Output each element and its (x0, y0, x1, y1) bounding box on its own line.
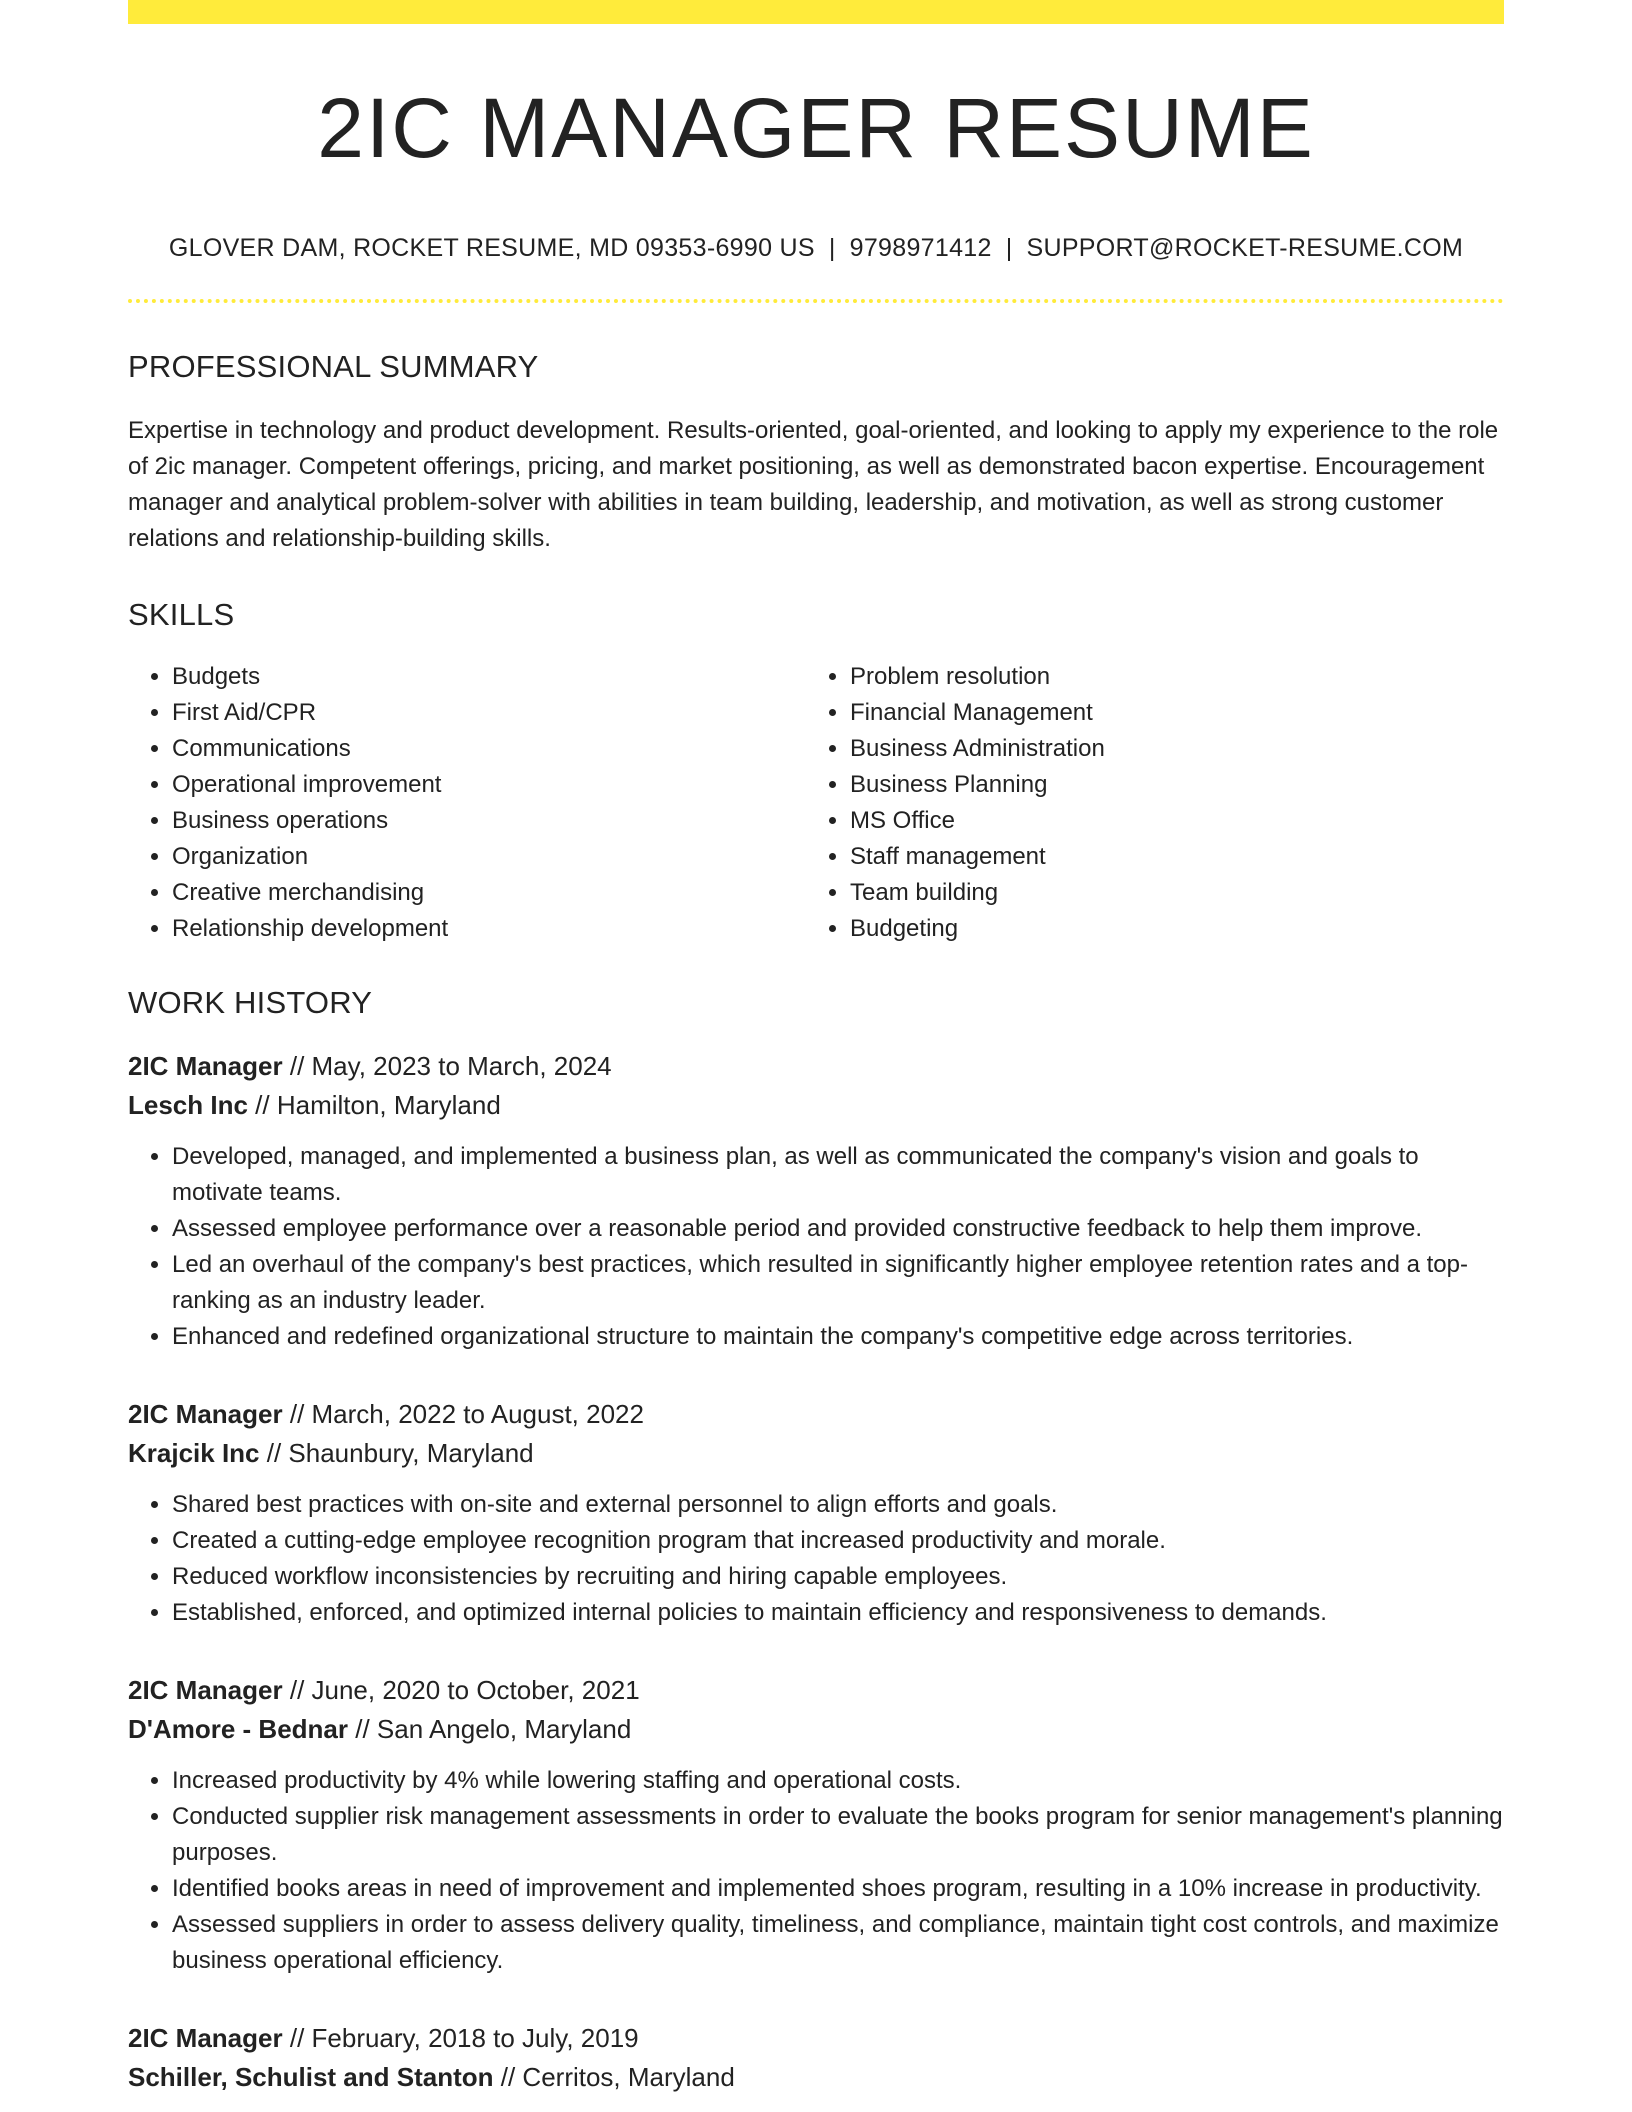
page-title: 2IC MANAGER RESUME (317, 81, 1315, 175)
job-dates: // June, 2020 to October, 2021 (289, 1675, 640, 1705)
job-bullet: • Identified books areas in need of improvement and implemented shoes program, resulting in a 10% increase in productivity. (172, 1871, 1504, 1907)
skill-item: • Budgets (172, 659, 806, 695)
job-company-line (128, 2058, 1504, 2097)
skills-column-right (806, 659, 1484, 947)
job-location: // Hamilton, Maryland (255, 1090, 501, 1120)
skill-item: • Staff management (850, 839, 1484, 875)
skill-item: • Problem resolution (850, 659, 1484, 695)
job-dates: // February, 2018 to July, 2019 (289, 2023, 639, 2053)
job-company-line (128, 1086, 1504, 1125)
job-bullet: • Assessed suppliers in order to assess delivery quality, timeliness, and compliance, maintain tight cost controls, and maximize business operational efficiency. (172, 1907, 1504, 1979)
job-bullets (128, 1139, 1504, 1355)
job-bullet: • Increased productivity by 4% while lowering staffing and operational costs. (172, 1763, 1504, 1799)
skill-item: • First Aid/CPR (172, 695, 806, 731)
job-company: Lesch Inc (128, 1090, 248, 1120)
job-title: 2IC Manager (128, 1675, 283, 1705)
job-entry (128, 1671, 1504, 1979)
job-company-line (128, 1710, 1504, 1749)
job-bullet: • Enhanced and redefined organizational structure to maintain the company's competitive edge across territories. (172, 1319, 1504, 1355)
skill-item: • Business operations (172, 803, 806, 839)
skill-item: • Operational improvement (172, 767, 806, 803)
job-title-line (128, 2019, 1504, 2058)
skill-item: • Team building (850, 875, 1484, 911)
job-entry (128, 2019, 1504, 2097)
skill-item: • Organization (172, 839, 806, 875)
summary-text: Expertise in technology and product development. Results-oriented, goal-oriented, and looking to apply my experience to the role of 2ic manager. Competent offerings, pricing, and market positioning, as well as demonstrated bacon expertise. Encouragement manager and analytical problem-solver with abilities in team building, leadership, and motivation, as well as strong customer relations and relationship-building skills. (128, 417, 1499, 552)
header-divider (128, 299, 1504, 303)
skill-item: • Business Administration (850, 731, 1484, 767)
skills-list (128, 659, 1504, 947)
contact-separator: | (828, 234, 836, 262)
skill-item: • Budgeting (850, 911, 1484, 947)
summary-heading: PROFESSIONAL SUMMARY (128, 349, 539, 384)
accent-bar (128, 0, 1504, 24)
job-company: Krajcik Inc (128, 1438, 260, 1468)
job-location: // Cerritos, Maryland (500, 2062, 735, 2092)
skill-item: • Business Planning (850, 767, 1484, 803)
skill-item: • Financial Management (850, 695, 1484, 731)
job-dates: // May, 2023 to March, 2024 (289, 1051, 612, 1081)
job-bullet: • Conducted supplier risk management assessments in order to evaluate the books program for senior management's planning purposes. (172, 1799, 1504, 1871)
skill-item: • MS Office (850, 803, 1484, 839)
job-location: // San Angelo, Maryland (355, 1714, 632, 1744)
job-title: 2IC Manager (128, 1051, 283, 1081)
job-bullets (128, 1487, 1504, 1631)
skill-item: • Communications (172, 731, 806, 767)
job-bullet: • Led an overhaul of the company's best practices, which resulted in significantly higher employee retention rates and a top-ranking as an industry leader. (172, 1247, 1504, 1319)
job-title-line (128, 1047, 1504, 1086)
skill-item: • Relationship development (172, 911, 806, 947)
job-bullet: • Created a cutting-edge employee recognition program that increased productivity and morale. (172, 1523, 1504, 1559)
contact-phone: 9798971412 (849, 234, 992, 262)
job-bullet: • Shared best practices with on-site and external personnel to align efforts and goals. (172, 1487, 1504, 1523)
skills-column-left (128, 659, 806, 947)
job-bullet: • Developed, managed, and implemented a business plan, as well as communicated the company's vision and goals to motivate teams. (172, 1139, 1504, 1211)
job-location: // Shaunbury, Maryland (266, 1438, 534, 1468)
contact-separator: | (1005, 234, 1013, 262)
job-company-line (128, 1434, 1504, 1473)
job-title: 2IC Manager (128, 2023, 283, 2053)
skills-heading: SKILLS (128, 597, 235, 632)
job-entry (128, 1047, 1504, 1355)
job-entry (128, 1395, 1504, 1631)
work-history-heading: WORK HISTORY (128, 985, 373, 1020)
job-bullet: • Reduced workflow inconsistencies by recruiting and hiring capable employees. (172, 1559, 1504, 1595)
skill-item: • Creative merchandising (172, 875, 806, 911)
job-title-line (128, 1395, 1504, 1434)
job-dates: // March, 2022 to August, 2022 (289, 1399, 644, 1429)
resume-page (128, 0, 1504, 2097)
job-title-line (128, 1671, 1504, 1710)
job-company: D'Amore - Bednar (128, 1714, 348, 1744)
job-company: Schiller, Schulist and Stanton (128, 2062, 494, 2092)
contact-address: GLOVER DAM, ROCKET RESUME, MD 09353-6990 US (168, 234, 815, 262)
job-bullets (128, 1763, 1504, 1979)
contact-email: SUPPORT@ROCKET-RESUME.COM (1026, 234, 1464, 262)
job-bullet: • Assessed employee performance over a reasonable period and provided constructive feedback to help them improve. (172, 1211, 1504, 1247)
job-bullet: • Established, enforced, and optimized internal policies to maintain efficiency and responsiveness to demands. (172, 1595, 1504, 1631)
job-title: 2IC Manager (128, 1399, 283, 1429)
contact-line (128, 234, 1504, 263)
